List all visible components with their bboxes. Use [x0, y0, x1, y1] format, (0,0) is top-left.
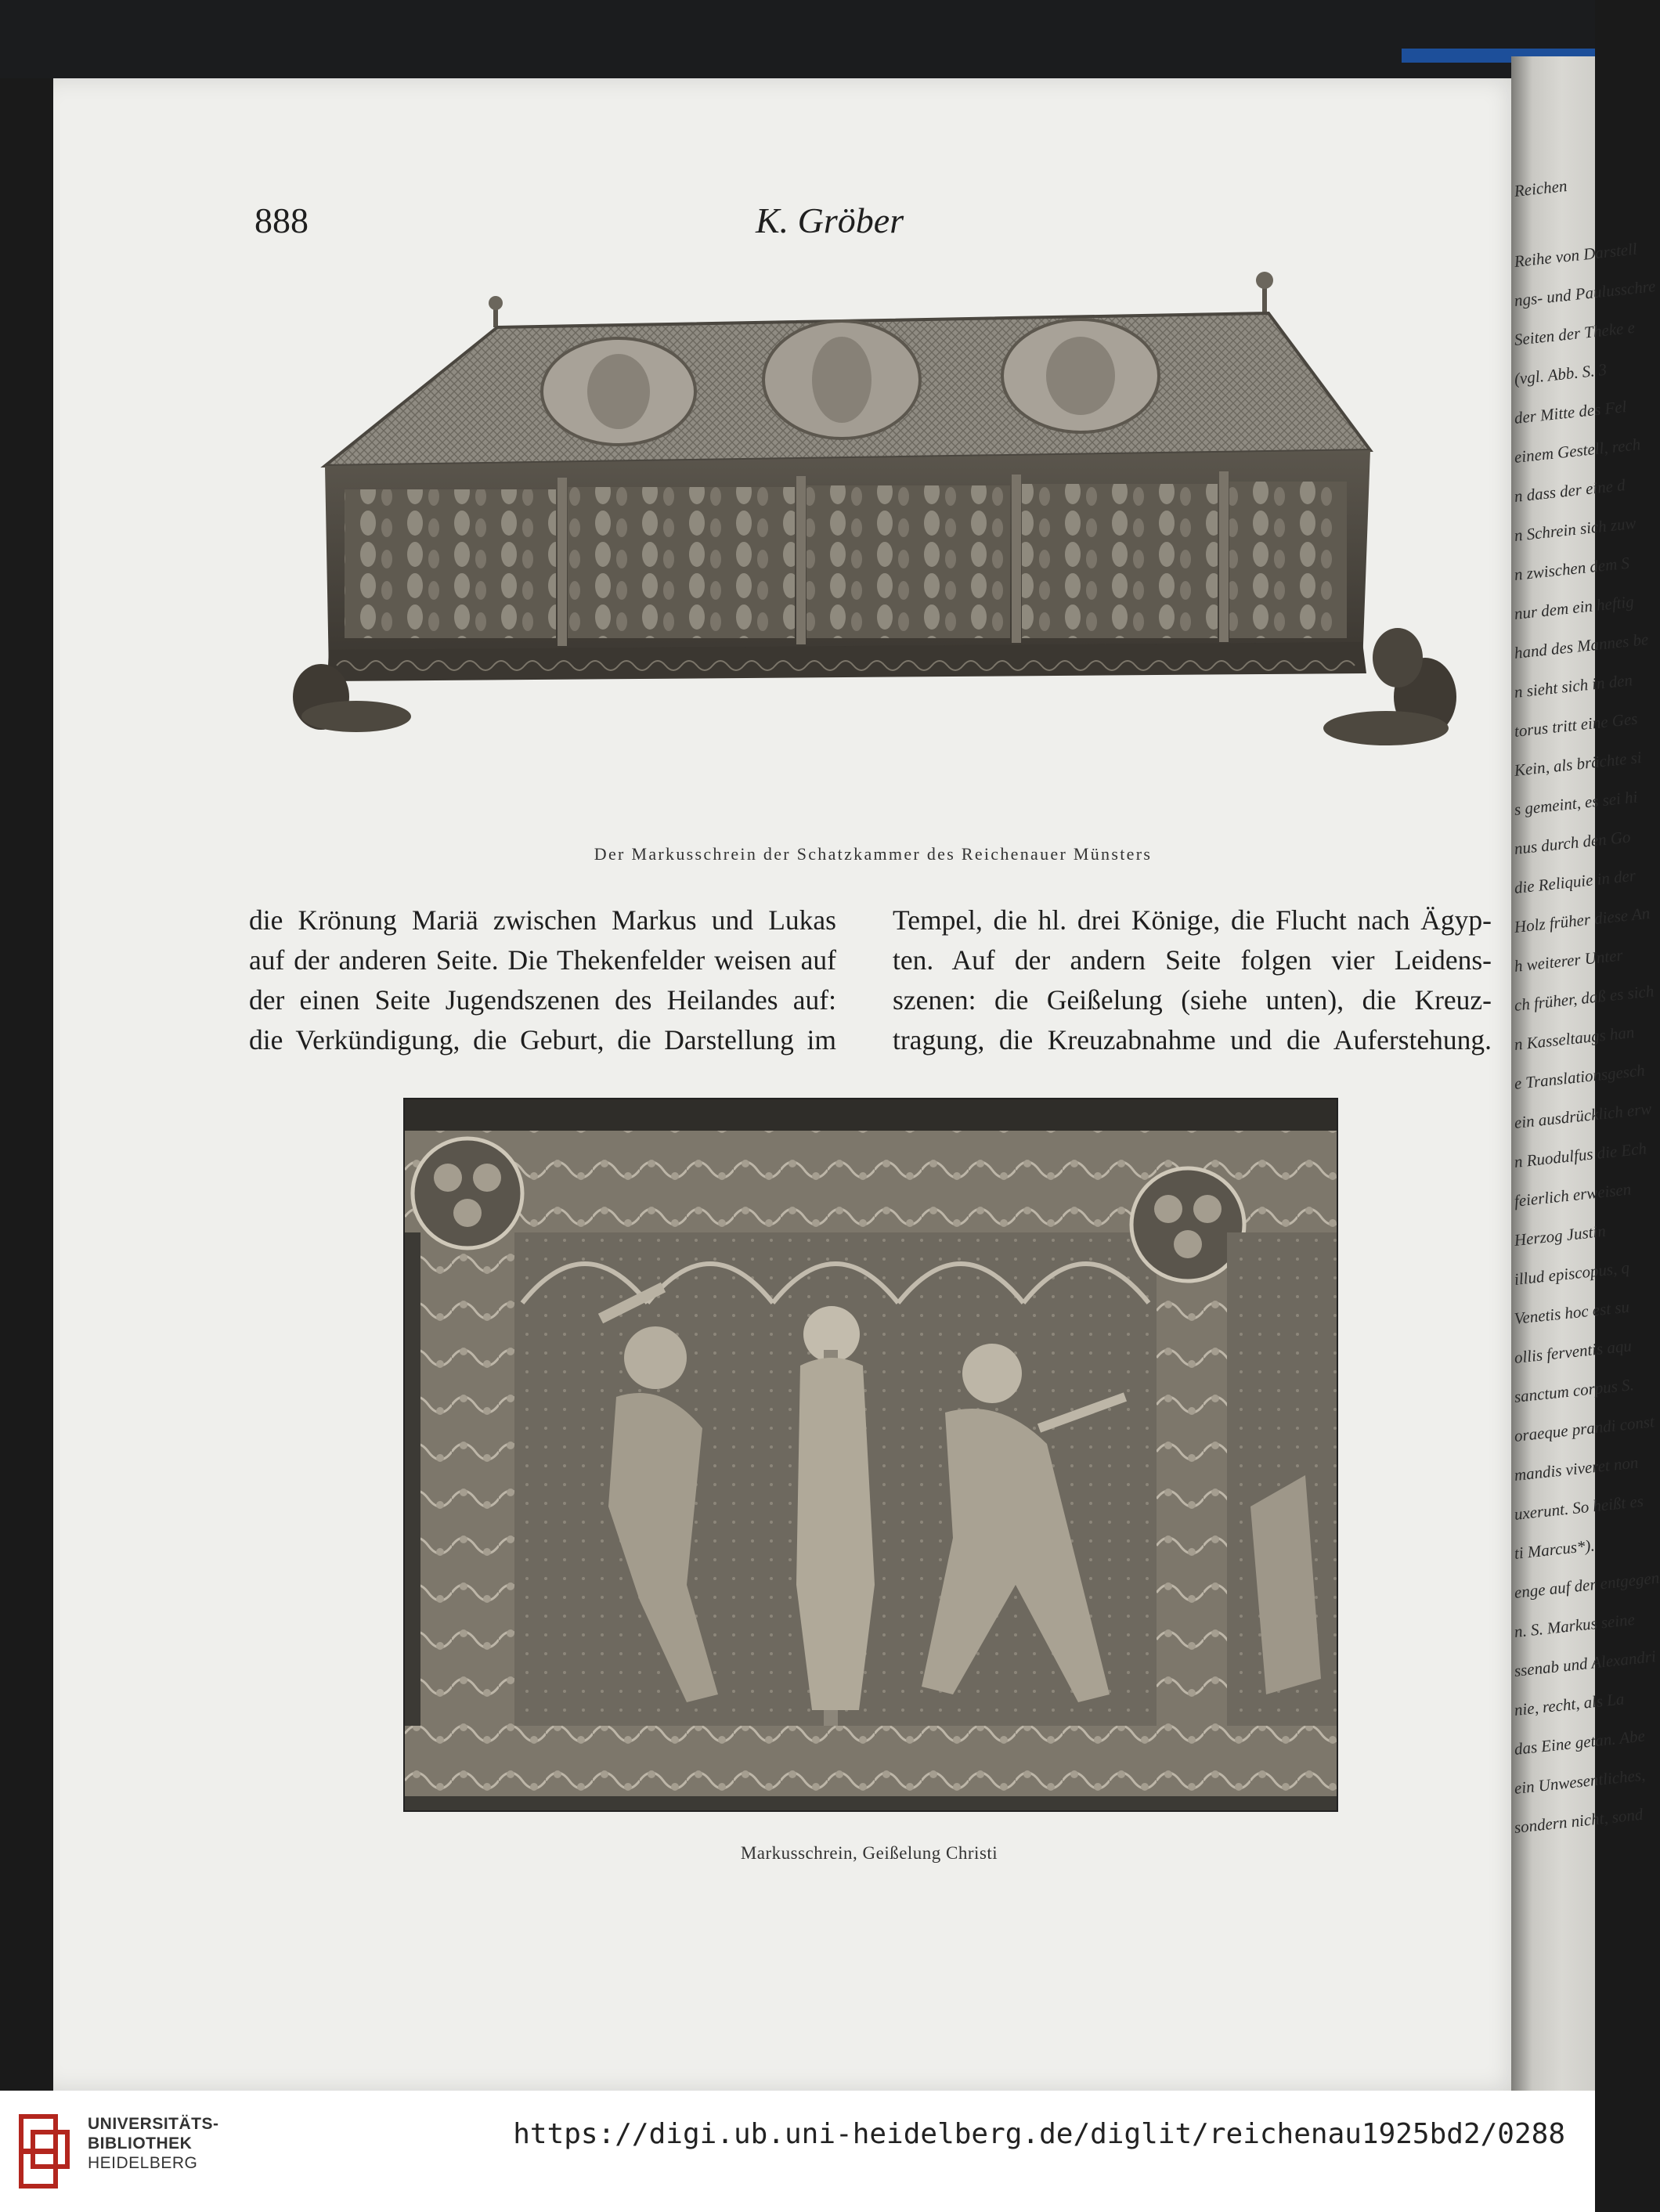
adjacent-page-text-line: ssenab und Alexandri	[1513, 1647, 1657, 1680]
library-name-line: BIBLIOTHEK	[88, 2134, 193, 2152]
relief-panel-4	[1022, 484, 1218, 638]
relief-panel-1	[345, 489, 556, 638]
adjacent-page-text-line: Seiten der Theke e	[1513, 317, 1636, 349]
adjacent-page-text-line: n sieht sich in den	[1513, 670, 1634, 702]
adjacent-page-text-line: h weiterer Unter	[1513, 945, 1624, 976]
text-line: die Krönung Mariä zwischen Markus und Lukas	[249, 904, 836, 936]
document-url-link[interactable]: https://digi.ub.uni-heidelberg.de/diglit/reichenau1925bd2/0288	[513, 2118, 1565, 2150]
adjacent-page-text-line: Herzog Justin	[1513, 1221, 1607, 1250]
adjacent-page-text-line: einem Gestell, rech	[1513, 435, 1642, 467]
adjacent-page-text-line: enge auf der entgegen	[1513, 1568, 1660, 1602]
adjacent-page-text-line: ngs- und Paulusschre	[1513, 276, 1657, 310]
adjacent-page-text-line: Reihe von Darstell	[1513, 239, 1638, 271]
adjacent-page-text-line: oraeque prandi const	[1513, 1412, 1655, 1445]
relief-photo-flagellation	[403, 1098, 1338, 1812]
adjacent-page-text-line: das Eine getan. Abe	[1513, 1726, 1646, 1759]
adjacent-page-text-line: feierlich erweisen	[1513, 1179, 1633, 1211]
adjacent-page-text-line: ollis ferventis aqu	[1513, 1336, 1633, 1367]
adjacent-page-edge	[1511, 56, 1660, 2091]
adjacent-page-text-line: ch früher, daß es sich	[1513, 981, 1655, 1015]
adjacent-page-text-line: n dass der eine d	[1513, 475, 1626, 506]
relief-panel-5	[1229, 482, 1347, 638]
adjacent-page-text-line: Reichen	[1513, 175, 1568, 200]
text-column-right	[893, 900, 1492, 1060]
bottom-ornament-band	[405, 1726, 1337, 1796]
viewer-footer	[0, 2091, 1595, 2212]
shrine-photo	[258, 258, 1496, 806]
adjacent-page-text-line: (vgl. Abb. S. 3	[1513, 359, 1608, 388]
figure-caption-shrine: Der Markusschrein der Schatzkammer des Reichenauer Münsters	[594, 844, 1153, 864]
adjacent-page-text-line: Holz früher diese An	[1513, 903, 1651, 936]
text-line: szenen: die Geißelung (siehe unten), die Kreuz-	[893, 984, 1492, 1016]
adjacent-page-text-line: nie, recht, als La	[1513, 1689, 1626, 1719]
page-number: 888	[254, 200, 309, 240]
adjacent-page-text-line: illud episcopus, q	[1513, 1258, 1630, 1289]
page-header	[254, 200, 1484, 247]
adjacent-page-text-line: ein ausdrücklich erw	[1513, 1099, 1653, 1132]
adjacent-page-text-line: der Mitte des Fel	[1513, 397, 1628, 428]
relief-panel-2	[568, 487, 795, 638]
adjacent-page-text-line: Venetis hoc est su	[1513, 1297, 1630, 1328]
adjacent-page-text-line: nur dem ein heftig	[1513, 592, 1635, 623]
adjacent-page-text-line: ein Unwesentliches,	[1513, 1765, 1647, 1798]
text-line: Tempel, die hl. drei Könige, die Flucht nach Ägyp-	[893, 904, 1492, 936]
roof-finial-left	[489, 296, 503, 327]
adjacent-page-text-line: hand des Mannes be	[1513, 630, 1650, 662]
adjacent-page-text-line: uxerunt. So heißt es	[1513, 1491, 1644, 1524]
text-column-left	[249, 900, 836, 1060]
roof-finial-right	[1256, 272, 1273, 313]
text-line: tragung, die Kreuzabnahme und die Auferstehung.	[893, 1024, 1492, 1055]
adjacent-page-text-line: n Kasseltaugs han	[1513, 1022, 1636, 1054]
library-name-line: UNIVERSITÄTS-	[88, 2115, 219, 2133]
library-logo-icon	[17, 2109, 72, 2195]
library-name	[88, 2114, 219, 2173]
adjacent-page-text-line: mandis viveret non	[1513, 1452, 1640, 1485]
adjacent-page-text-line: sanctum corpus S.	[1513, 1375, 1635, 1406]
text-line: ten. Auf der andern Seite folgen vier Leidens-	[893, 944, 1492, 976]
library-name-line: HEIDELBERG	[88, 2154, 198, 2172]
adjacent-page-text-line: n zwischen dem S	[1513, 553, 1630, 584]
text-line: die Verkündigung, die Geburt, die Darstellung im	[249, 1024, 836, 1055]
left-ornament-column	[420, 1232, 514, 1781]
figure-caption-relief: Markusschrein, Geißelung Christi	[740, 1843, 998, 1863]
adjacent-page-text-line: die Reliquie in der	[1513, 865, 1637, 897]
adjacent-page-text-line: ti Marcus*).	[1513, 1535, 1596, 1563]
figure-christ	[796, 1306, 875, 1726]
adjacent-page-text-line: n Ruodulfus die Ech	[1513, 1138, 1648, 1171]
adjacent-page-text-line: torus tritt eine Ges	[1513, 709, 1639, 741]
relief-panel-3	[807, 485, 1010, 638]
text-line: auf der anderen Seite. Die Thekenfelder weisen auf	[249, 944, 836, 976]
scan-background-top	[0, 0, 1595, 78]
adjacent-page-text-line: nus durch den Go	[1513, 827, 1632, 858]
adjacent-page-text-line: n. S. Markus seine	[1513, 1609, 1636, 1641]
right-ornament-column	[1157, 1232, 1227, 1781]
quatrefoil-left	[413, 1138, 522, 1248]
adjacent-page-text-line: n Schrein sich zuw	[1513, 513, 1637, 545]
text-line: der einen Seite Jugendszenen des Heilandes auf:	[249, 984, 836, 1016]
running-head: K. Gröber	[756, 200, 904, 240]
adjacent-page-text-line: sondern nicht, sond	[1513, 1804, 1644, 1837]
adjacent-page-text-line: Kein, als brächte si	[1513, 747, 1643, 780]
adjacent-page-text-line: s gemeint, es sei hi	[1513, 787, 1639, 819]
adjacent-page-text-line: e Translationsgesch	[1513, 1060, 1646, 1093]
